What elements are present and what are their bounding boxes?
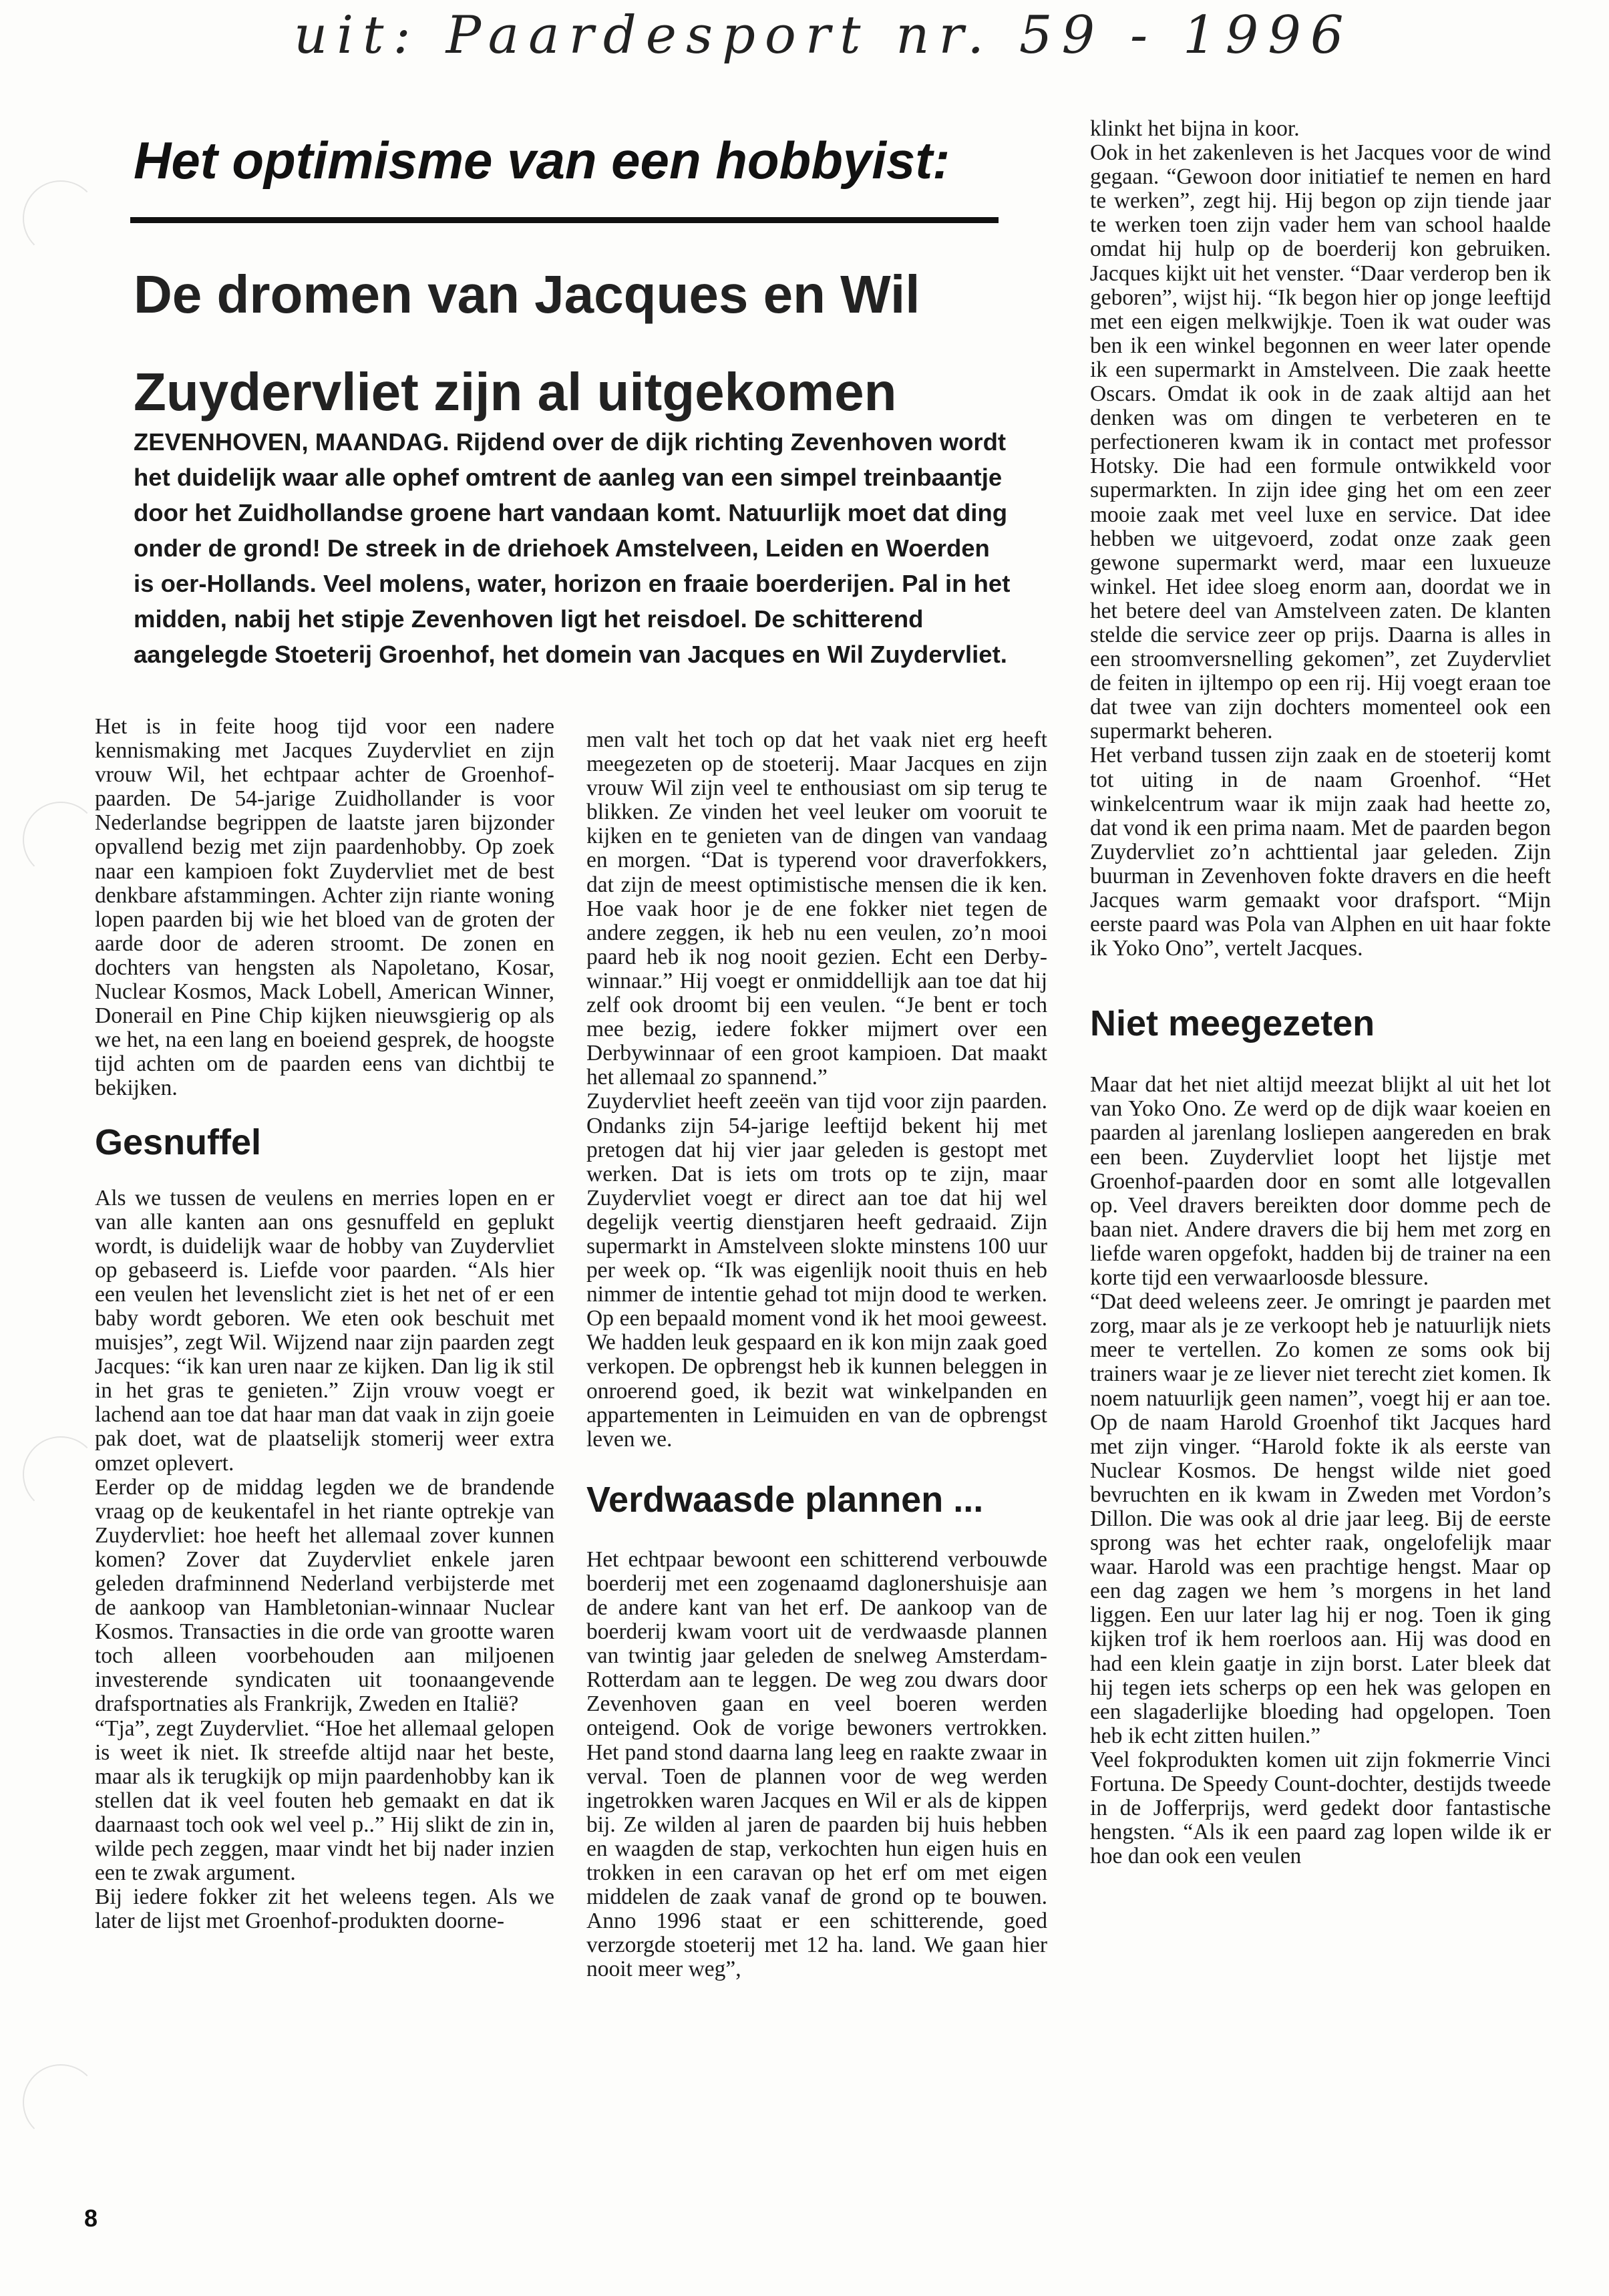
article-column-2 (586, 728, 1047, 1982)
body-paragraph: Veel fokprodukten komen uit zijn fokmerrie Vinci Fortuna. De Speedy Count-dochter, destijds tweede in de Jofferprijs, werd gedekt door fantastische hengsten. “Als ik een paard zag lopen wilde ik er hoe dan ook een veulen (1090, 1747, 1551, 1869)
body-paragraph: Het is in feite hoog tijd voor een nadere kennismaking met Jacques Zuydervliet en zijn vrouw Wil, het echtpaar achter de Groenhof-paarden. De 54-jarige Zuidhollander is voor Nederlandse begrippen de laatste jaren bijzonder opvallend bezig met zijn paardenhobby. Op zoek naar een kampioen fokt Zuydervliet met de best denkbare afstammingen. Achter zijn riante woning lopen paarden bij wie het bloed van de groten der aarde door de aderen stroomt. De zonen en dochters van hengsten als Napoletano, Kosar, Nuclear Kosmos, Mack Lobell, American Winner, Donerail en Pine Chip kijken nieuwsgierig op als we het, na een lang en boeiend gesprek, de hoogste tijd achten om de paarden eens van dichtbij te bekijken. (95, 714, 554, 1101)
headline-title: De dromen van Jacques en Wil Zuydervliet zijn al uitgekomen (134, 265, 920, 422)
lead-paragraph: ZEVENHOVEN, MAANDAG. Rijdend over de dijk richting Zevenhoven wordt het duidelijk waar alle ophef omtrent de aanleg van een simpel treinbaantje door het Zuidhollandse groene hart vandaan komt. Natuurlijk moet dat ding onder de grond! De streek in de driehoek Amstelveen, Leiden en Woerden is oer-Hollands. Veel molens, water, horizon en fraaie boerderijen. Pal in het midden, nabij het stipje Zevenhoven ligt het reisdoel. De schitterend aangelegde Stoeterij Groenhof, het domein van Jacques en Wil Zuydervliet. (134, 428, 1011, 668)
punch-hole-mark (23, 1436, 99, 1512)
handwritten-source-note: uit: Paardesport nr. 59 - 1996 (294, 5, 1353, 65)
body-paragraph: Eerder op de middag legden we de brandende vraag op de keukentafel in het riante optrekje van Zuydervliet: hoe heeft het allemaal zover kunnen komen? Zover dat Zuydervliet enkele jaren geleden drafminnend Nederland verbijsterde met de aankoop van Hambletonian-winnaar Nuclear Kosmos. Transacties in die orde van grootte waren toch alleen voorbehouden aan miljoenen investerende syndicaten uit toonaangevende drafsportnaties als Frankrijk, Zweden en Italië? (95, 1474, 554, 1717)
body-paragraph: “Dat deed weleens zeer. Je omringt je paarden met zorg, maar als je ze verkoopt heb je natuurlijk niets meer te vertellen. Zo komen ze soms ook bij trainers waar je ze liever niet terecht ziet komen. Ik noem natuurlijk geen namen”, voegt hij er aan toe. Op de naam Harold Groenhof tikt Jacques hard met zijn vinger. “Harold fokte ik als eerste van Nuclear Kosmos. De hengst wilde niet goed bevruchten en ik kwam in Zweden met Vordon’s Dillon. Die was ook al drie jaar leeg. Bij de eerste sprong was het echter raak, ongelofelijk maar waar. Harold was een prachtige hengst. Maar op een dag zagen we hem ’s morgens in het land liggen. Een uur later lag hij er nog. Toen ik ging kijken trof ik hem roerloos aan. Hij was dood en had een klein gaatje in zijn borst. Later bleek dat hij tegen iets scherps op een hek was gelopen en een slagaderlijke bloeding had opgelopen. Toen heb ik echt zitten huilen.” (1090, 1289, 1551, 1748)
body-paragraph: “Tja”, zegt Zuydervliet. “Hoe het allemaal gelopen is weet ik niet. Ik streefde altijd naar het beste, maar als ik terugkijk op mijn paardenhobby kan ik stellen dat ik veel fouten heb gemaakt en dat ik daarnaast toch ook wel veel p..” Hij slikt de zin in, wilde pech zeggen, maar vindt het bij nader inzien een te zwak argument. (95, 1715, 554, 1886)
section-heading-gesnuffel: Gesnuffel (95, 1122, 262, 1162)
body-paragraph: men valt het toch op dat het vaak niet erg heeft meegezeten op de stoeterij. Maar Jacques en zijn vrouw Wil zijn veel te enthousiast om sip terug te blikken. Ze vinden het veel leuker om vooruit te kijken en te genieten van de dingen van vandaag en morgen. “Dat is typerend voor draverfokkers, dat zijn de meest optimistische mensen die ik ken. Hoe vaak hoor je de ene fokker niet tegen de andere zeggen, ik heb nu een veulen, zo’n mooi paard heb ik nog nooit gezien. Echt een Derby-winnaar.” Hij voegt er onmiddellijk aan toe dat hij zelf ook droomt bij een veulen. “Je bent er toch mee bezig, iedere fokker mijmert over een Derbywinnaar of een groot kampioen. Dat maakt het allemaal zo spannend.” (586, 727, 1047, 1090)
body-paragraph: Ook in het zakenleven is het Jacques voor de wind gegaan. “Gewoon door initiatief te nemen en hard te werken”, zegt hij. Hij begon op zijn tiende jaar te werken toen zijn vader hem van school haalde omdat hij hulp op de boerderij kon gebruiken. Jacques kijkt uit het venster. “Daar verderop ben ik geboren”, wijst hij. “Ik begon hier op jonge leeftijd met een eigen melkwijkje. Toen ik wat ouder was ben ik een winkel begonnen en weer later opende ik een supermarkt in Amstelveen. Die zaak heette Oscars. Omdat ik ook in de zaak altijd aan het denken was om dingen te verbeteren en te perfectioneren kwam ik in contact met professor Hotsky. Die had een formule ontwikkeld voor supermarkten. In zijn idee ging het om een zeer mooie zaak met veel luxe en service. Dat idee hebben we uitgevoerd, zodat onze zaak geen gewone supermarkt werd, maar een luxueuze winkel. Het idee sloeg enorm aan, doordat we in het betere deel van Amstelveen zaten. De klanten stelde die service zeer op prijs. Daarna is alles in een stroomversnelling gekomen”, zet Zuydervliet de feiten in ijltempo op een rij. Hij voegt eraan toe dat twee van zijn dochters momenteel ook een supermarkt beheren. (1090, 140, 1551, 744)
body-paragraph: Als we tussen de veulens en merries lopen en er van alle kanten aan ons gesnuffeld en geplukt wordt, is duidelijk waar de hobby van Zuydervliet op gebaseerd is. Liefde voor paarden. “Als hier een veulen het levenslicht ziet is het net of er een baby wordt geboren. We eten ook beschuit met muisjes”, zegt Wil. Wijzend naar zijn paarden zegt Jacques: “ik kan uren naar ze kijken. Dan lig ik stil in het gras te genieten.” Zijn vrouw voegt er lachend aan toe dat haar man dat vaak in zijn goeie pak doet, wat de plaatselijk stomerij weer extra omzet oplevert. (95, 1185, 554, 1476)
page-number: 8 (84, 2204, 98, 2232)
body-paragraph: Het verband tussen zijn zaak en de stoeterij komt tot uiting in de naam Groenhof. “Het winkelcentrum waar ik mijn zaak had heette zo, dat vond ik een prima naam. Met de paarden begon Zuydervliet zo’n achttiental jaar geleden. Zijn buurman in Zevenhoven fokte dravers en die heeft Jacques warm gemaakt voor drafsport. “Mijn eerste paard was Pola van Alphen en uit haar fokte ik Yoko Ono”, vertelt Jacques. (1090, 743, 1551, 961)
article-column-3 (1090, 117, 1551, 1868)
punch-hole-mark (23, 802, 99, 878)
article-column-1 (95, 715, 554, 1933)
headline-rule (130, 217, 999, 223)
body-paragraph: Bij iedere fokker zit het weleens tegen. Als we later de lijst met Groenhof-produkten doorne- (95, 1884, 554, 1934)
punch-hole-mark (23, 2064, 99, 2140)
section-heading-niet-meegezeten: Niet meegezeten (1090, 1003, 1375, 1044)
body-paragraph: klinkt het bijna in koor. (1090, 116, 1300, 141)
body-paragraph: Maar dat het niet altijd meezat blijkt al uit het lot van Yoko Ono. Ze werd op de dijk waar koeien en paarden al jarenlang losliepen aangereden en brak een been. Zuydervliet loopt het lijstje met Groenhof-paarden door en somt alle lotgevallen op. Veel dravers bereikten door domme pech de baan niet. Andere dravers die bij hem met zorg en liefde waren opgefokt, hadden bij de trainer na een korte tijd een verwaarloosde blessure. (1090, 1072, 1551, 1291)
headline-kicker: Het optimisme van een hobbyist: (134, 131, 950, 190)
body-paragraph: Het echtpaar bewoont een schitterend verbouwde boerderij met een zogenaamd daglonershuisje aan de andere kant van het erf. De aankoop van de boerderij kwam voort uit de verdwaasde plannen van twintig jaar geleden de snelweg Amsterdam-Rotterdam aan te leggen. De weg zou dwars door Zevenhoven gaan en veel boeren werden onteigend. Ook de vorige bewoners vertrokken. Het pand stond daarna lang leeg en raakte zwaar in verval. Toen de plannen voor de weg werden ingetrokken waren Jacques en Wil er als de kippen bij. Ze wilden al jaren de paarden bij huis hebben en waagden de stap, verkochten hun eigen huis en trokken in een caravan op het erf om met eigen middelen de zaak vanaf de grond op te bouwen. Anno 1996 staat er een schitterende, goed verzorgde stoeterij met 12 ha. land. We gaan hier nooit meer weg”, (586, 1546, 1047, 1982)
section-heading-verdwaasde-plannen: Verdwaasde plannen ... (586, 1479, 984, 1520)
punch-hole-mark (23, 180, 99, 257)
body-paragraph: Zuydervliet heeft zeeën van tijd voor zijn paarden. Ondanks zijn 54-jarige leeftijd bekent hij met pretogen dat hij vier jaar geleden is gestopt met werken. Dat is iets om trots op te zijn, maar Zuydervliet voegt er direct aan toe dat hij wel degelijk veertig dienstjaren heeft gedraaid. Zijn supermarkt in Amstelveen slokte minstens 100 uur per week op. “Ik was eigenlijk nooit thuis en heb nimmer de intentie gehad tot mijn dood te werken. Op een bepaald moment vond ik het mooi geweest. We hadden leuk gespaard en ik kon mijn zaak goed verkopen. De opbrengst heb ik kunnen beleggen in onroerend goed, ik bezit wat winkelpanden en appartementen in Leimuiden en van de opbrengst leven we. (586, 1089, 1047, 1452)
